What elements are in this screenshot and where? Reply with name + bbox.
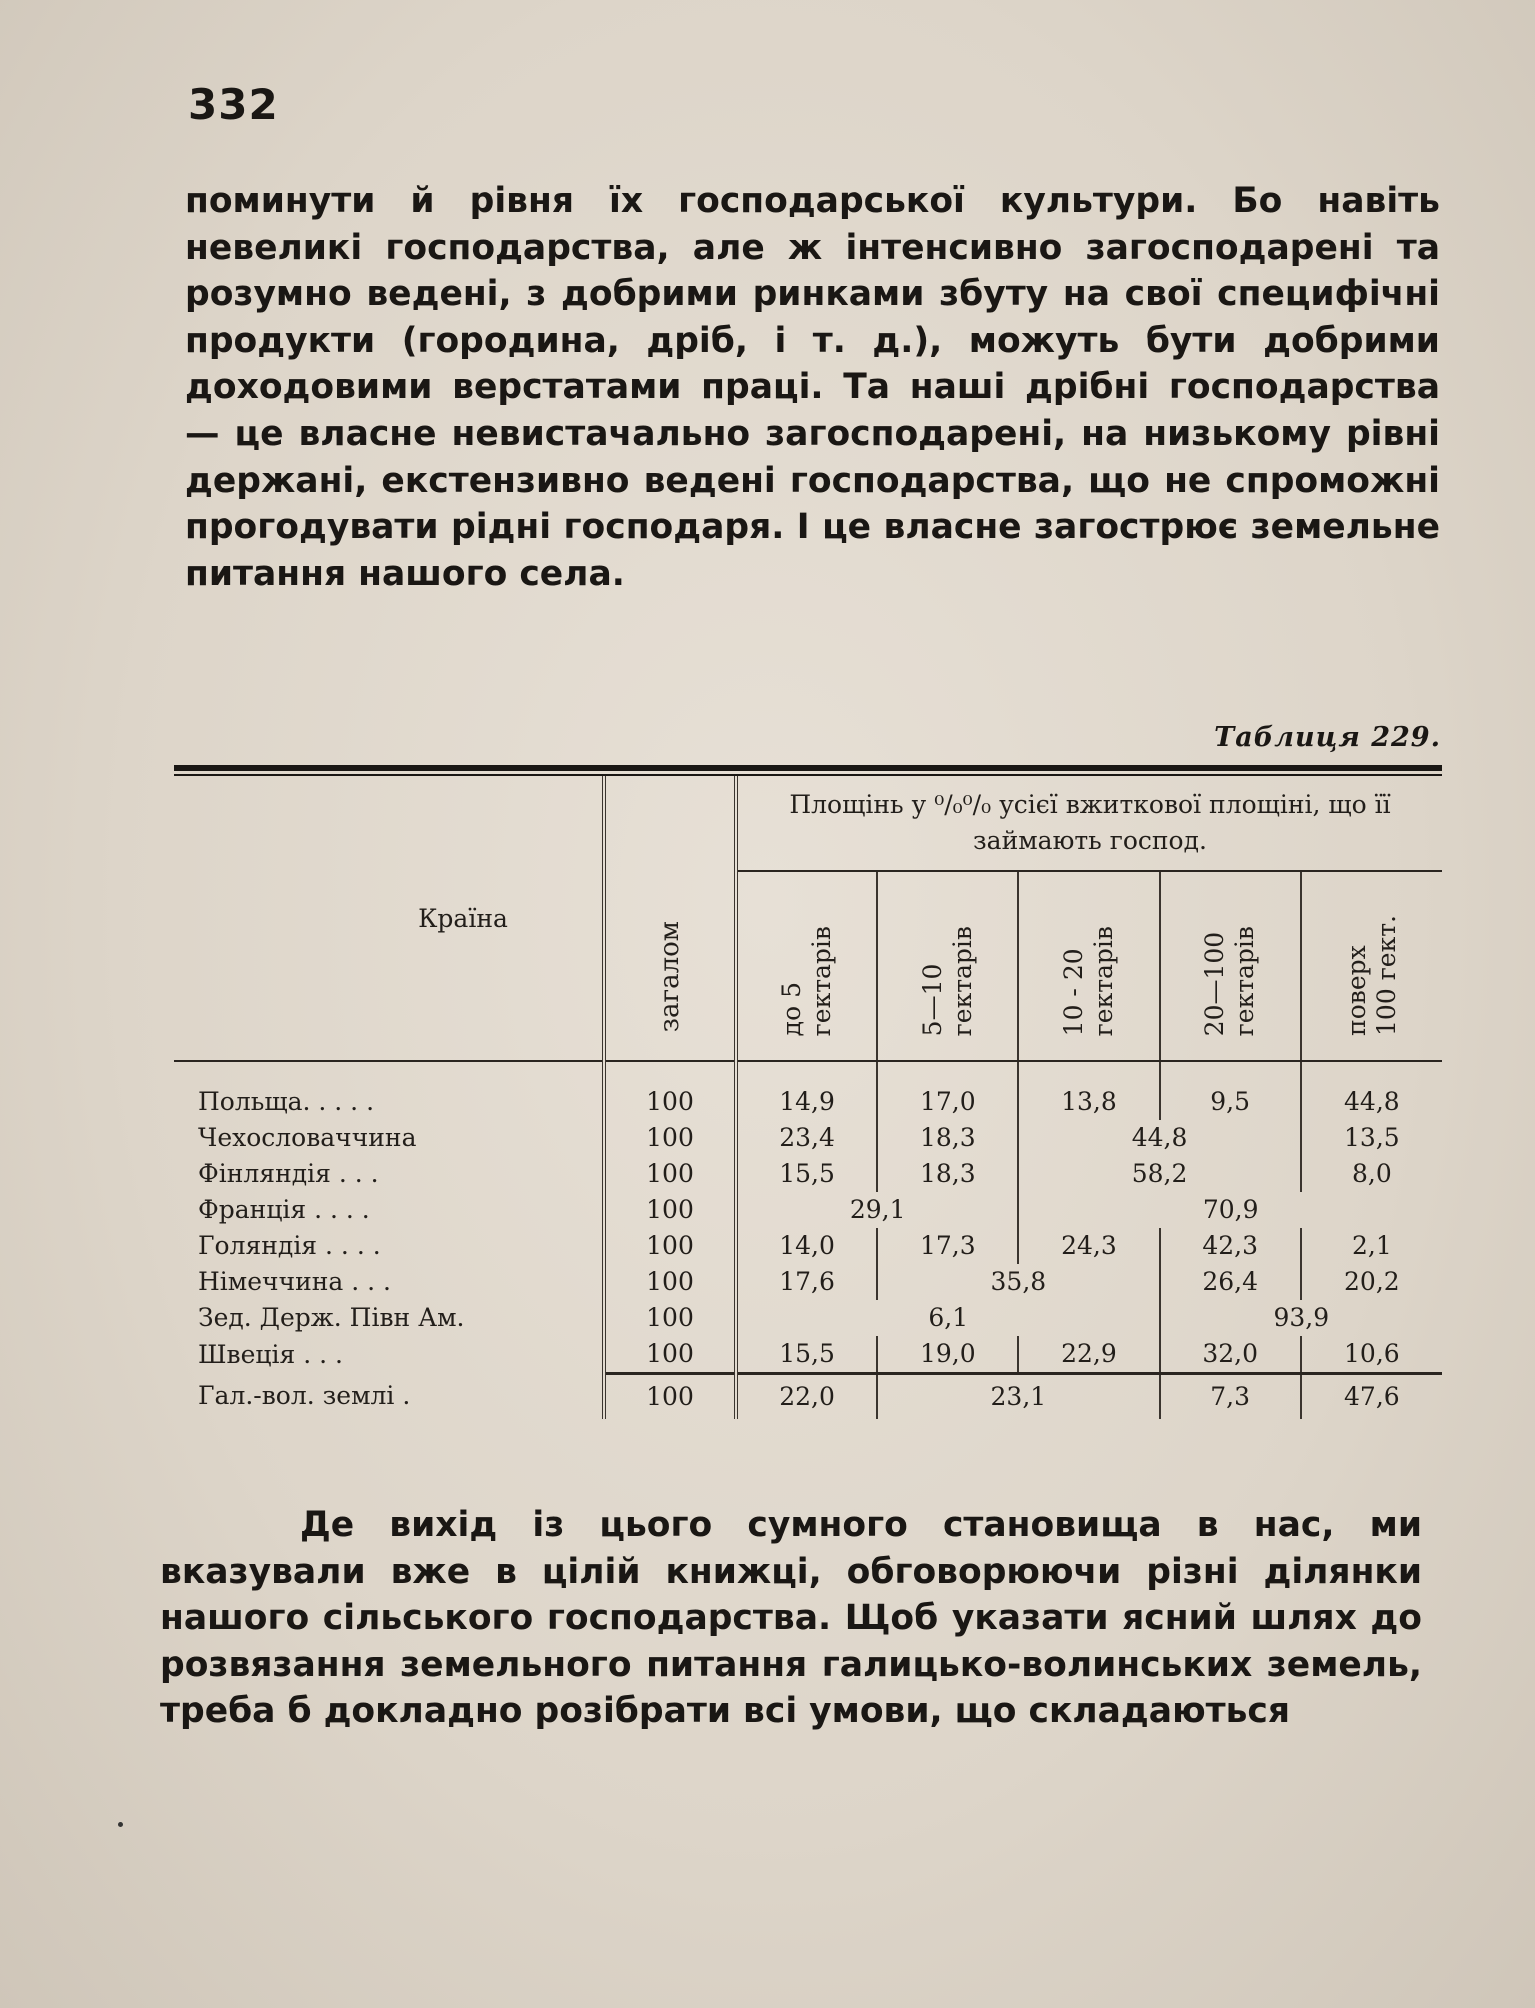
cell: 17,6 [736, 1264, 877, 1300]
header-total [604, 776, 736, 1061]
row-country: Зед. Держ. Півн Ам. [198, 1303, 465, 1332]
header-total-label: загалом [655, 920, 685, 1032]
cell: 22,9 [1018, 1336, 1159, 1374]
table-row-summary [174, 1374, 1442, 1420]
cell-merged: 58,2 [1018, 1156, 1300, 1192]
cell: 13,8 [1018, 1061, 1159, 1120]
table-row [174, 1336, 1442, 1374]
row-country: Гал.-вол. землі . [198, 1381, 411, 1411]
cell: 13,5 [1301, 1120, 1442, 1156]
header-col-4: 20—100 гектарів [1160, 871, 1301, 1061]
cell: 15,5 [736, 1336, 877, 1374]
table-top-rule [174, 765, 1442, 771]
cell: 22,0 [736, 1374, 877, 1420]
ink-speck [118, 1822, 123, 1827]
cell: 7,3 [1160, 1374, 1301, 1420]
row-total: 100 [604, 1156, 736, 1192]
paragraph-bottom: Де вихід із цього сумного становища в нас, ми вказували вже в цілій книжці, обговорюючи різні ділянки нашого сільського господарства. Щоб указати ясний шлях до розвязання земельного питання галицько-волинських земель, треба б докладно розібрати всі умови, що складаються [160, 1505, 1422, 1732]
row-country: Фінляндія . . . [198, 1159, 379, 1188]
cell: 20,2 [1301, 1264, 1442, 1300]
row-total: 100 [604, 1228, 736, 1264]
table-row [174, 1120, 1442, 1156]
cell: 24,3 [1018, 1228, 1159, 1264]
cell: 15,5 [736, 1156, 877, 1192]
cell: 42,3 [1160, 1228, 1301, 1264]
table-row [174, 1192, 1442, 1228]
table-row [174, 1228, 1442, 1264]
cell: 18,3 [877, 1120, 1018, 1156]
header-col-5: поверх 100 гект. [1301, 871, 1442, 1061]
cell: 2,1 [1301, 1228, 1442, 1264]
cell: 18,3 [877, 1156, 1018, 1192]
header-country: Країна [174, 776, 604, 1061]
cell: 8,0 [1301, 1156, 1442, 1192]
row-total: 100 [604, 1192, 736, 1228]
cell: 44,8 [1301, 1061, 1442, 1120]
data-table [174, 765, 1442, 1419]
cell: 10,6 [1301, 1336, 1442, 1374]
cell: 32,0 [1160, 1336, 1301, 1374]
row-country: Голяндія . . . . [198, 1231, 381, 1260]
cell: 23,4 [736, 1120, 877, 1156]
row-country: Швеція . . . [198, 1339, 343, 1369]
cell-merged: 70,9 [1018, 1192, 1442, 1228]
row-total: 100 [604, 1264, 736, 1300]
cell-merged: 23,1 [877, 1374, 1159, 1420]
row-total: 100 [604, 1300, 736, 1336]
cell: 26,4 [1160, 1264, 1301, 1300]
cell-merged: 93,9 [1160, 1300, 1442, 1336]
row-total: 100 [604, 1120, 736, 1156]
row-total: 100 [604, 1374, 736, 1420]
cell: 47,6 [1301, 1374, 1442, 1420]
row-country: Чехословаччина [198, 1123, 417, 1152]
header-col-3: 10 - 20 гектарів [1018, 871, 1159, 1061]
cell: 17,0 [877, 1061, 1018, 1120]
cell-merged: 29,1 [736, 1192, 1018, 1228]
row-total: 100 [604, 1061, 736, 1120]
row-total: 100 [604, 1336, 736, 1374]
cell: 9,5 [1160, 1061, 1301, 1120]
table-row [174, 1061, 1442, 1120]
row-country: Німеччина . . . [198, 1267, 392, 1296]
table-row [174, 1300, 1442, 1336]
table-caption: Таблиця 229. [1214, 722, 1441, 753]
table-row [174, 1264, 1442, 1300]
cell: 17,3 [877, 1228, 1018, 1264]
paragraph-top: поминути й рівня їх господарської культури. Бо навіть невеликі господарства, але ж інтенсивно загосподарені та розумно ведені, з добрими ринками збуту на свої специфічні продукти (городина, дріб, і т. д.), можуть бути добрими доходовими верстатами праці. Та наші дрібні господарства — це власне невистачально загосподарені, на низькому рівні держані, екстензивно ведені господарства, що не спроможні прогодувати рідні господаря. І це власне загострює земельне питання нашого села. [185, 181, 1440, 594]
cell: 14,0 [736, 1228, 877, 1264]
row-country: Франція . . . . [198, 1195, 370, 1224]
cell-merged: 44,8 [1018, 1120, 1300, 1156]
cell-merged: 35,8 [877, 1264, 1159, 1300]
cell: 19,0 [877, 1336, 1018, 1374]
cell-merged: 6,1 [736, 1300, 1160, 1336]
holdings-table [174, 776, 1442, 1419]
table-row [174, 1156, 1442, 1192]
row-country: Польща. . . . . [198, 1087, 375, 1116]
header-col-2: 5—10 гектарів [877, 871, 1018, 1061]
page-number: 332 [188, 80, 279, 129]
header-group: Площінь у ⁰/₀⁰/₀ усієї вжиткової площіні, що її займають господ. [736, 776, 1442, 871]
header-col-1: до 5 гектарів [736, 871, 877, 1061]
cell: 14,9 [736, 1061, 877, 1120]
